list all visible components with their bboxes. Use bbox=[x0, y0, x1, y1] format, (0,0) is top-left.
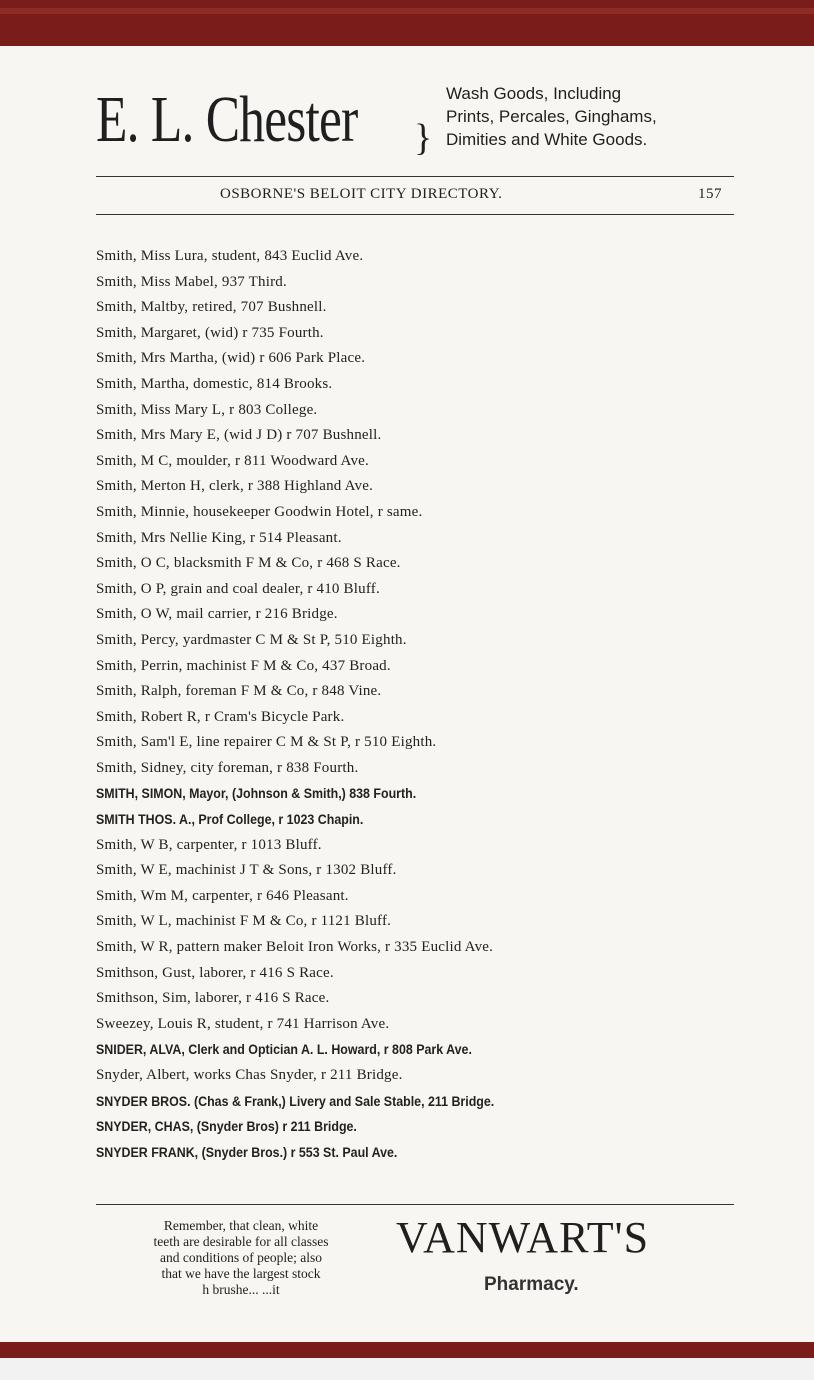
directory-entry: SMITH, SIMON, Mayor, (Johnson & Smith,) 838 Fourth. bbox=[96, 786, 417, 802]
directory-entry: Smith, Miss Mary L, r 803 College. bbox=[96, 401, 318, 418]
directory-title: OSBORNE'S BELOIT CITY DIRECTORY. bbox=[220, 186, 503, 202]
chester-line: Wash Goods, Including bbox=[446, 84, 622, 103]
directory-entry: SNIDER, ALVA, Clerk and Optician A. L. Howard, r 808 Park Ave. bbox=[96, 1042, 472, 1058]
top-border-band bbox=[0, 0, 814, 46]
directory-entry: Smithson, Gust, laborer, r 416 S Race. bbox=[96, 964, 334, 981]
chester-brace: } bbox=[414, 117, 433, 159]
chester-line: Prints, Percales, Ginghams, bbox=[446, 107, 657, 126]
header-rule-bottom bbox=[96, 214, 734, 215]
directory-entry: Smith, Miss Lura, student, 843 Euclid Ave. bbox=[96, 248, 364, 264]
directory-entry: Smith, Mrs Nellie King, r 514 Pleasant. bbox=[96, 529, 342, 546]
directory-entry: Smith, W R, pattern maker Beloit Iron Works, r 335 Euclid Ave. bbox=[96, 939, 494, 956]
directory-entry: Smith, O C, blacksmith F M & Co, r 468 S Race. bbox=[96, 555, 401, 572]
directory-entry: Smith, Martha, domestic, 814 Brooks. bbox=[96, 375, 333, 392]
vanwart-subtitle: Pharmacy. bbox=[484, 1274, 579, 1295]
directory-entry: Smith, W E, machinist J T & Sons, r 1302 Bluff. bbox=[96, 862, 397, 879]
directory-entry: Smith, O W, mail carrier, r 216 Bridge. bbox=[96, 606, 338, 623]
directory-entry: SNYDER, CHAS, (Snyder Bros) r 211 Bridge. bbox=[96, 1119, 357, 1135]
footer-rule bbox=[96, 1204, 734, 1205]
directory-entry: Smith, Perrin, machinist F M & Co, 437 Broad. bbox=[96, 657, 391, 674]
directory-entry: Smith, Minnie, housekeeper Goodwin Hotel, r same. bbox=[96, 503, 423, 520]
directory-entry: SNYDER BROS. (Chas & Frank,) Livery and Sale Stable, 211 Bridge. bbox=[96, 1093, 495, 1109]
directory-entry: Smith, Margaret, (wid) r 735 Fourth. bbox=[96, 324, 324, 341]
directory-entry: Smithson, Sim, laborer, r 416 S Race. bbox=[96, 990, 330, 1007]
directory-entry: Snyder, Albert, works Chas Snyder, r 211 Bridge. bbox=[96, 1067, 403, 1083]
vanwart-copy-line: h brushe... ...it bbox=[202, 1282, 280, 1297]
vanwart-copy-line: and conditions of people; also bbox=[160, 1250, 322, 1265]
directory-entry: Smith, Ralph, foreman F M & Co, r 848 Vine. bbox=[96, 683, 382, 700]
vanwart-copy-line: teeth are desirable for all classes bbox=[153, 1234, 329, 1249]
directory-entry: SNYDER FRANK, (Snyder Bros.) r 553 St. Paul Ave. bbox=[96, 1144, 398, 1160]
bottom-border-band bbox=[0, 1342, 814, 1358]
directory-entry: Smith, Mrs Mary E, (wid J D) r 707 Bushnell. bbox=[96, 427, 382, 444]
directory-entry: Smith, W B, carpenter, r 1013 Bluff. bbox=[96, 836, 322, 853]
directory-entry: Smith, Percy, yardmaster C M & St P, 510 Eighth. bbox=[96, 631, 407, 648]
chester-advertisement bbox=[96, 82, 736, 172]
directory-entry: Smith, Sidney, city foreman, r 838 Fourth. bbox=[96, 759, 359, 776]
vanwart-copy-line: Remember, that clean, white bbox=[163, 1218, 319, 1233]
page-number: 157 bbox=[698, 186, 722, 202]
directory-entry: Smith, Sam'l E, line repairer C M & St P, r 510 Eighth. bbox=[96, 734, 437, 751]
directory-entry: Smith, Maltby, retired, 707 Bushnell. bbox=[96, 299, 327, 316]
chester-line: Dimities and White Goods. bbox=[446, 130, 648, 149]
directory-entries bbox=[96, 244, 746, 1165]
directory-entry: Smith, Robert R, r Cram's Bicycle Park. bbox=[96, 708, 345, 725]
vanwart-advertisement bbox=[96, 1212, 736, 1302]
directory-entry: Smith, Miss Mabel, 937 Third. bbox=[96, 273, 287, 290]
chester-name: E. L. Chester bbox=[96, 83, 358, 156]
directory-entry: Smith, O P, grain and coal dealer, r 410 Bluff. bbox=[96, 580, 380, 597]
vanwart-copy-line: that we have the largest stock bbox=[161, 1266, 321, 1281]
vanwart-name: VANWART'S bbox=[396, 1213, 650, 1262]
directory-page bbox=[0, 46, 814, 1342]
directory-entry: Smith, Mrs Martha, (wid) r 606 Park Place. bbox=[96, 350, 366, 367]
vanwart-copy bbox=[96, 1218, 386, 1298]
directory-entry: Smith, Merton H, clerk, r 388 Highland Ave. bbox=[96, 478, 374, 495]
directory-entry: Smith, W L, machinist F M & Co, r 1121 Bluff. bbox=[96, 913, 392, 930]
chester-lines bbox=[446, 82, 657, 151]
directory-entry: Smith, M C, moulder, r 811 Woodward Ave. bbox=[96, 452, 369, 469]
page-margin-bottom bbox=[0, 1358, 814, 1380]
running-head bbox=[96, 184, 722, 208]
directory-entry: Smith, Wm M, carpenter, r 646 Pleasant. bbox=[96, 887, 349, 904]
directory-entry: Sweezey, Louis R, student, r 741 Harrison Ave. bbox=[96, 1015, 390, 1032]
header-rule-top bbox=[96, 176, 734, 177]
directory-entry: SMITH THOS. A., Prof College, r 1023 Chapin. bbox=[96, 812, 364, 828]
